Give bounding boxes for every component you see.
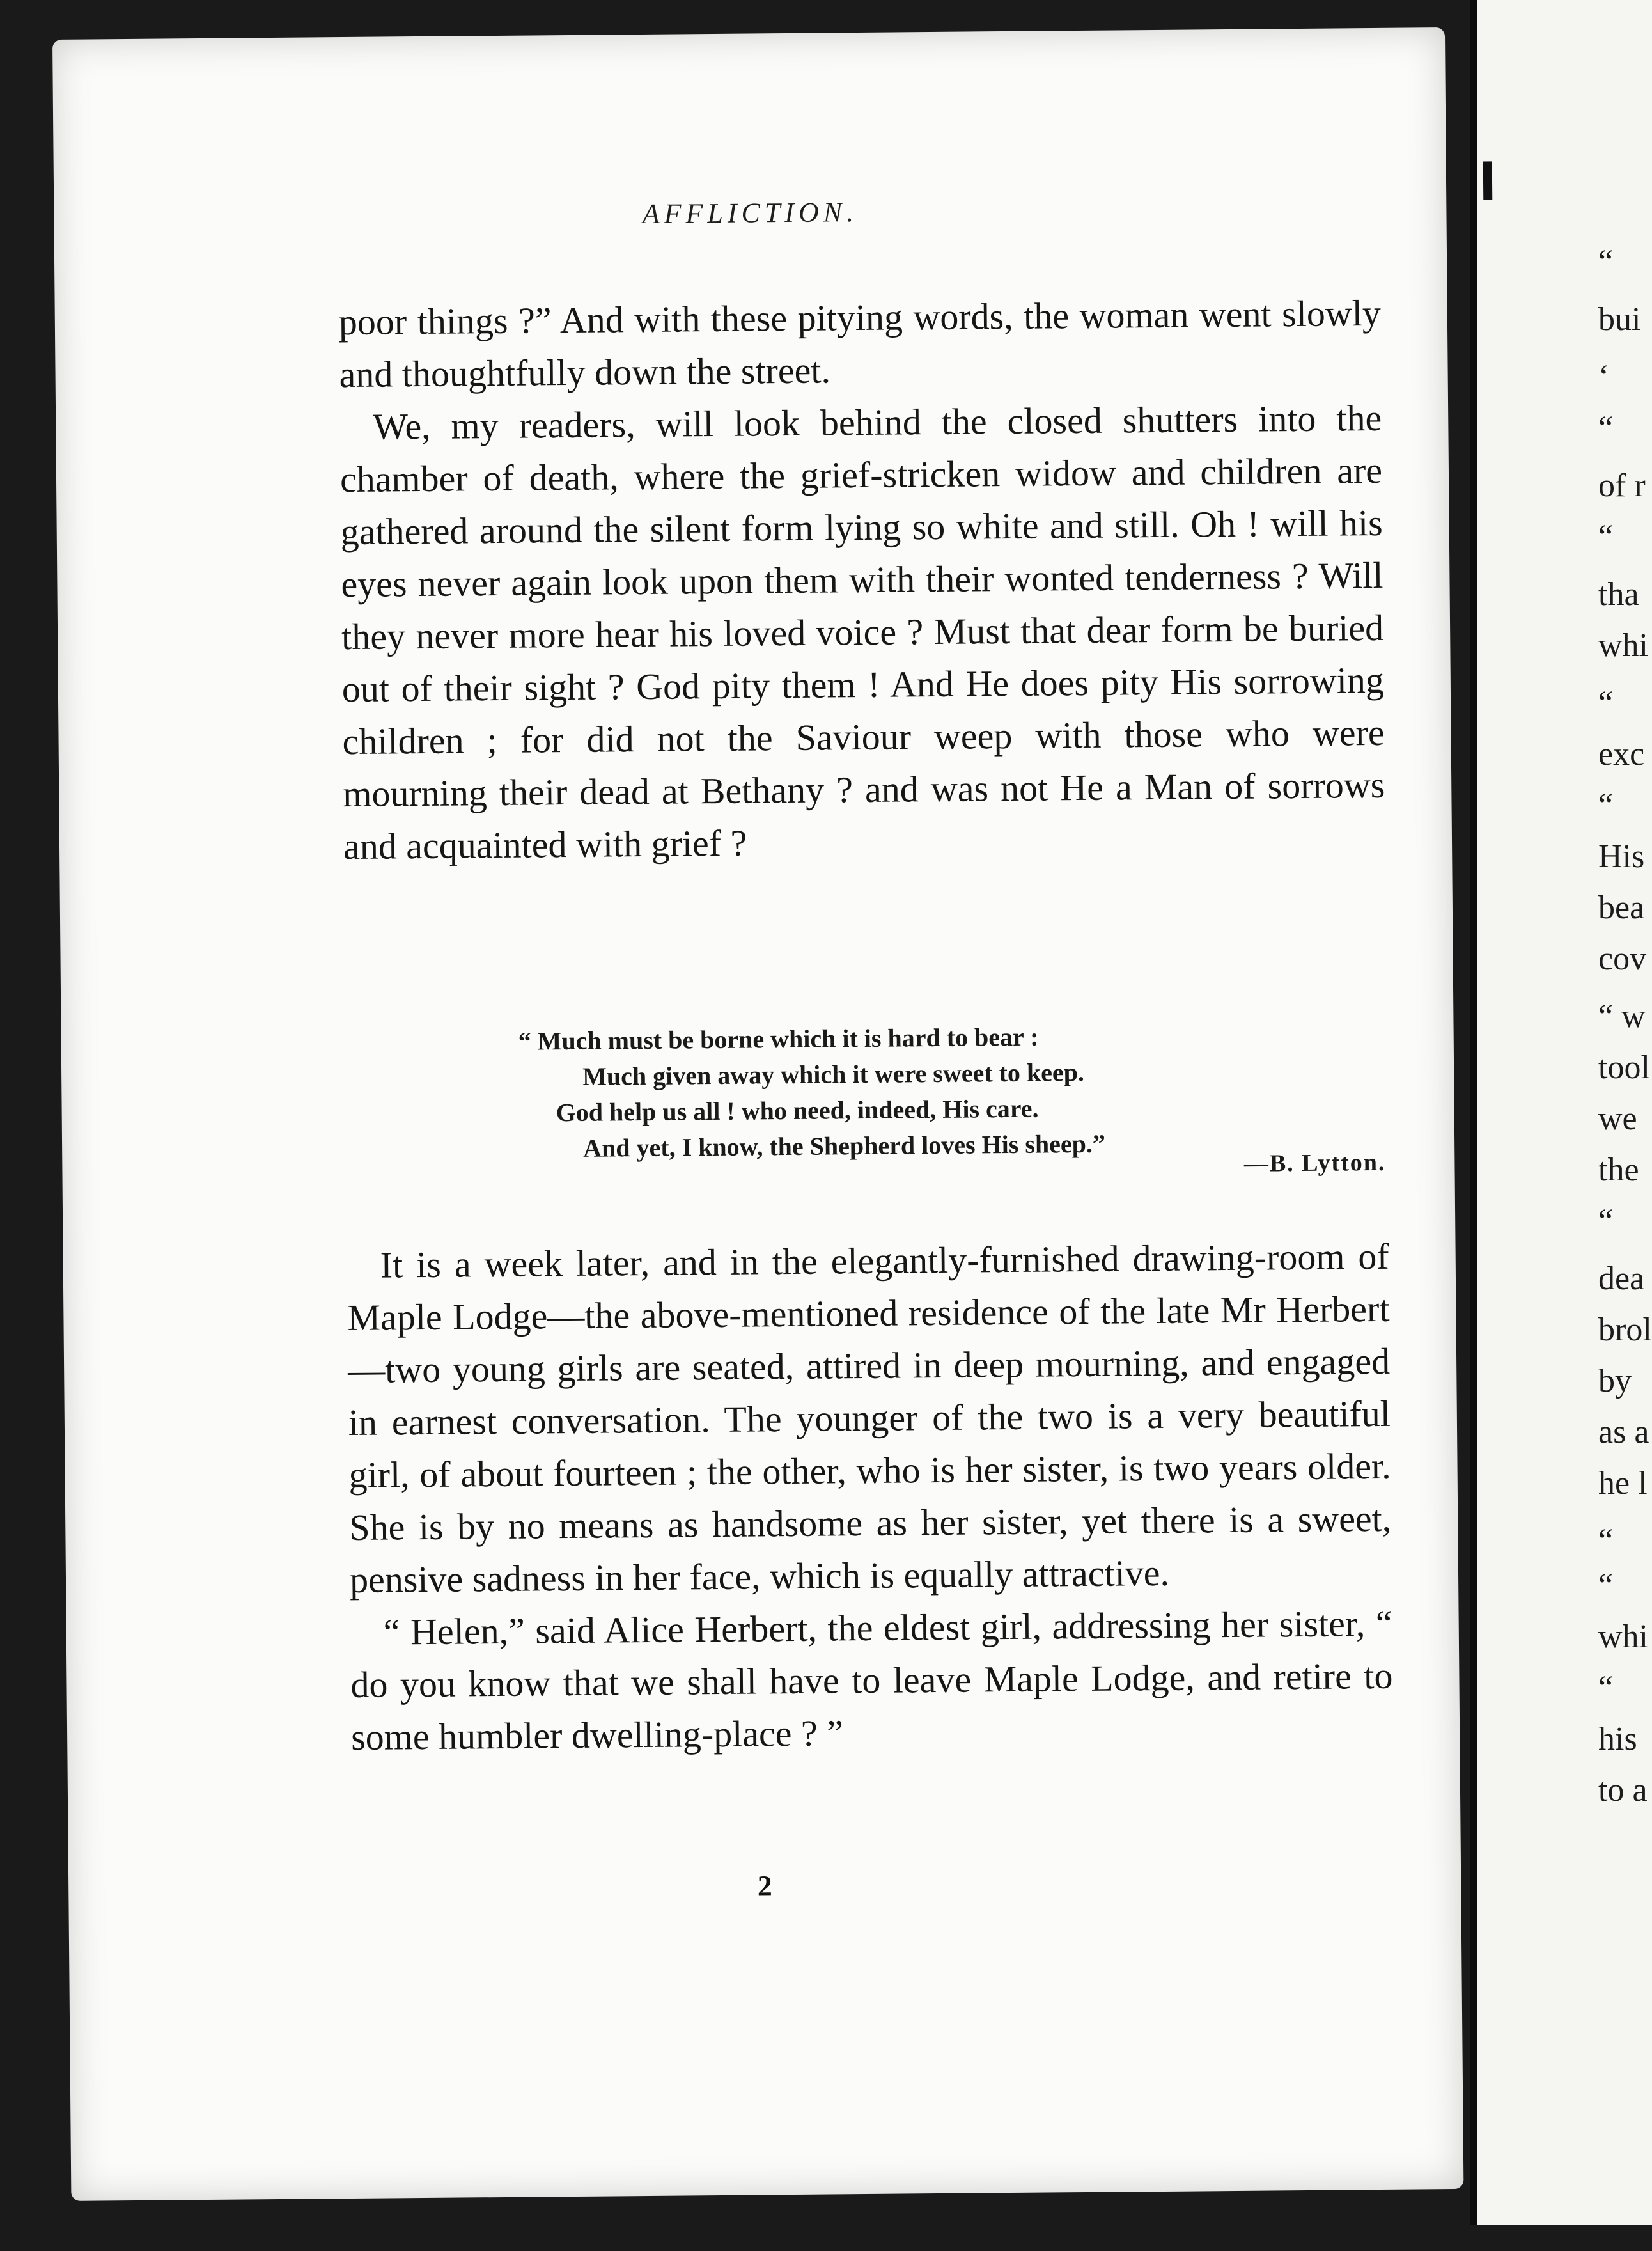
facing-fragment: “	[1598, 519, 1614, 555]
binding-mark	[1483, 161, 1493, 200]
facing-fragment: he l	[1598, 1465, 1648, 1502]
facing-fragment: “	[1598, 685, 1614, 721]
paragraph: We, my readers, will look behind the closed shutters into the chamber of death, where the grief-stricken widow and children are gathered around the silent form lying so white and still. Oh ! will his eyes never again look upon them with their wonted tenderness ? Will they never more hear his loved voice ? Must that dear form be buried out of their sight ? God pity them ! And He does pity His sorrowing children ; for did not the Saviour weep with those who were mourning their dead at Bethany ? and was not He a Man of sorrows and acquainted with grief ?	[339, 396, 1385, 868]
facing-fragment: “	[1598, 1670, 1614, 1706]
paragraph: “ Helen,” said Alice Herbert, the eldest girl, addressing her sister, “ do you know that we shall have to leave Maple Lodge, and retire to some humbler dwelling-place ? ”	[350, 1602, 1393, 1759]
facing-fragment: “	[1598, 1203, 1614, 1239]
page-number: 2	[757, 1869, 772, 1902]
facing-page	[1470, 0, 1652, 2225]
paragraph: It is a week later, and in the elegantly-furnished drawing-room of Maple Lodge—the above-mentioned residence of the late Mr Herbert—two young girls are seated, attired in deep mourning, and engaged in earnest conversation. The younger of the two is a very beautiful girl, of about fourteen ; the other, who is her sister, is two years older. She is by no means as handsome as her sister, yet there is a sweet, pensive sadness in her face, which is equally attractive.	[347, 1235, 1392, 1601]
poem-line: “ Much must be borne which it is hard to bear :	[518, 1022, 1039, 1056]
facing-fragment: we	[1598, 1101, 1637, 1137]
poem-quote	[518, 1016, 1389, 1167]
poem-line: And yet, I know, the Shepherd loves His sheep.”	[582, 1129, 1106, 1163]
facing-fragment: to a	[1598, 1772, 1648, 1808]
paragraph: poor things ?” And with these pitying words, the woman went slowly and thoughtfully down the street.	[338, 292, 1382, 396]
facing-fragment: “	[1598, 787, 1614, 824]
facing-fragment: “ w	[1598, 998, 1646, 1035]
facing-fragment: brol	[1598, 1312, 1652, 1348]
body-text-bottom	[347, 1230, 1393, 1764]
facing-fragment: his	[1598, 1721, 1637, 1757]
facing-fragment: “	[1598, 1567, 1614, 1604]
facing-fragment: of r	[1598, 467, 1646, 504]
facing-fragment: tha	[1598, 576, 1639, 613]
facing-fragment: whi	[1598, 627, 1648, 664]
facing-fragment: tool	[1598, 1049, 1650, 1086]
body-text-top	[339, 287, 1386, 873]
running-header: AFFLICTION.	[642, 196, 859, 230]
facing-fragment: the	[1598, 1152, 1639, 1188]
book-page	[52, 27, 1463, 2201]
facing-fragment: whi	[1598, 1619, 1648, 1655]
facing-fragment: bui	[1598, 301, 1641, 338]
facing-fragment: bea	[1598, 890, 1645, 926]
facing-fragment: exc	[1598, 736, 1645, 773]
poem-attribution: —B. Lytton.	[1243, 1149, 1386, 1177]
facing-fragment: “	[1598, 244, 1614, 280]
facing-fragment: ‘	[1598, 359, 1610, 395]
facing-fragment: dea	[1598, 1260, 1645, 1297]
facing-fragment: “	[1598, 410, 1614, 446]
facing-fragment: by	[1598, 1363, 1632, 1399]
facing-fragment: His	[1598, 838, 1645, 875]
facing-fragment: as a	[1598, 1414, 1649, 1450]
facing-fragment: cov	[1598, 941, 1647, 977]
poem-line: God help us all ! who need, indeed, His care.	[556, 1094, 1039, 1127]
poem-line: Much given away which it were sweet to keep.	[582, 1057, 1085, 1091]
facing-fragment: “	[1598, 1523, 1614, 1559]
